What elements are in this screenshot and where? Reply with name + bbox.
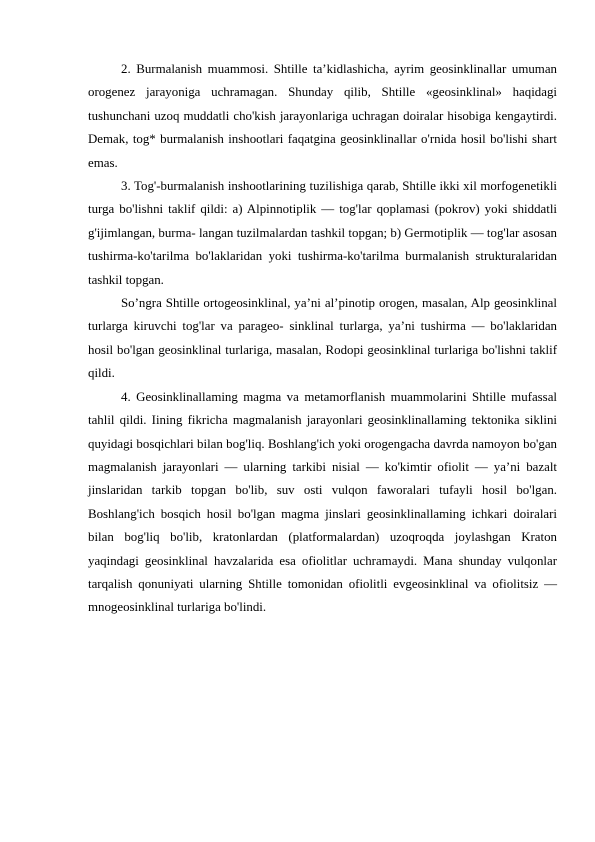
paragraph-tog-burmalanish-inshootlari: 3. Tog'-burmalanish inshootlarining tuzilishiga qarab, Shtille ikki xil morfogenetikli turga bo'lishni taklif qildi: a) Alpinnotiplik — tog'lar qoplamasi (pokrov) yoki shiddatli g'ijimlangan, burma- langan tuzilmalardan tashkil topgan; b) Germotiplik — tog'lar asosan tushirma-ko'tarilma bo'laklaridan yoki tushirma-ko'tarilma burmalanish strukturalaridan tashkil topgan. — [88, 179, 557, 287]
paragraph-burmalanish-muammosi: 2. Burmalanish muammosi. Shtille ta’kidlashicha, ayrim geosinklinallar umuman orogenez jarayoniga uchramagan. Shunday qilib, Shtille «geosinklinal» haqidagi tushunchani uzoq muddatli cho'kish jarayonlariga uchragan doiralar hisobiga kengaytirdi. Demak, tog* burmalanish inshootlari faqatgina geosinklinallar o'rnida hosil bo'lishi shart emas. — [88, 62, 557, 170]
paragraph-ortogeosinklinal: So’ngra Shtille ortogeosinklinal, ya’ni al’pinotip orogen, masalan, Alp geosinklinal turlarga kiruvchi tog'lar va parageo- sinklinal turlarga, ya’ni tushirma — bo'laklaridan hosil bo'lgan geosinklinal turlariga, masalan, Rodopi geosinklinal turlariga bo'lishni taklif qildi. — [88, 296, 557, 381]
paragraph-magma-metamorflanish: 4. Geosinklinallaming magma va metamorflanish muammolarini Shtille mufassal tahlil qildi. Iining fikricha magmalanish jarayonlari geosinklinallaming tektonika siklini quyidagi bosqichlari bilan bog'liq. Boshlang'ich yoki orogengacha davrda namoyon bo'gan magmalanish jarayonlari — ularning tarkibi nisial — ko'kimtir ofiolit — ya’ni bazalt jinslaridan tarkib topgan bo'lib, suv osti vulqon faworalari tufayli hosil bo'lgan. Boshlang'ich bosqich hosil bo'lgan magma jinslari geosinklinallaming ichkari doiralari bilan bog'liq bo'lib, kratonlardan (platformalardan) uzoqroqda joylashgan Kraton yaqindagi geosinklinal havzalarida esa ofiolitlar uchramaydi. Mana shunday vulqonlar tarqalish qonuniyati ularning Shtille tomonidan ofiolitli evgeosinklinal va ofiolitsiz — mnogeosinklinal turlariga bo'lindi. — [88, 389, 557, 615]
document-page — [88, 58, 557, 620]
